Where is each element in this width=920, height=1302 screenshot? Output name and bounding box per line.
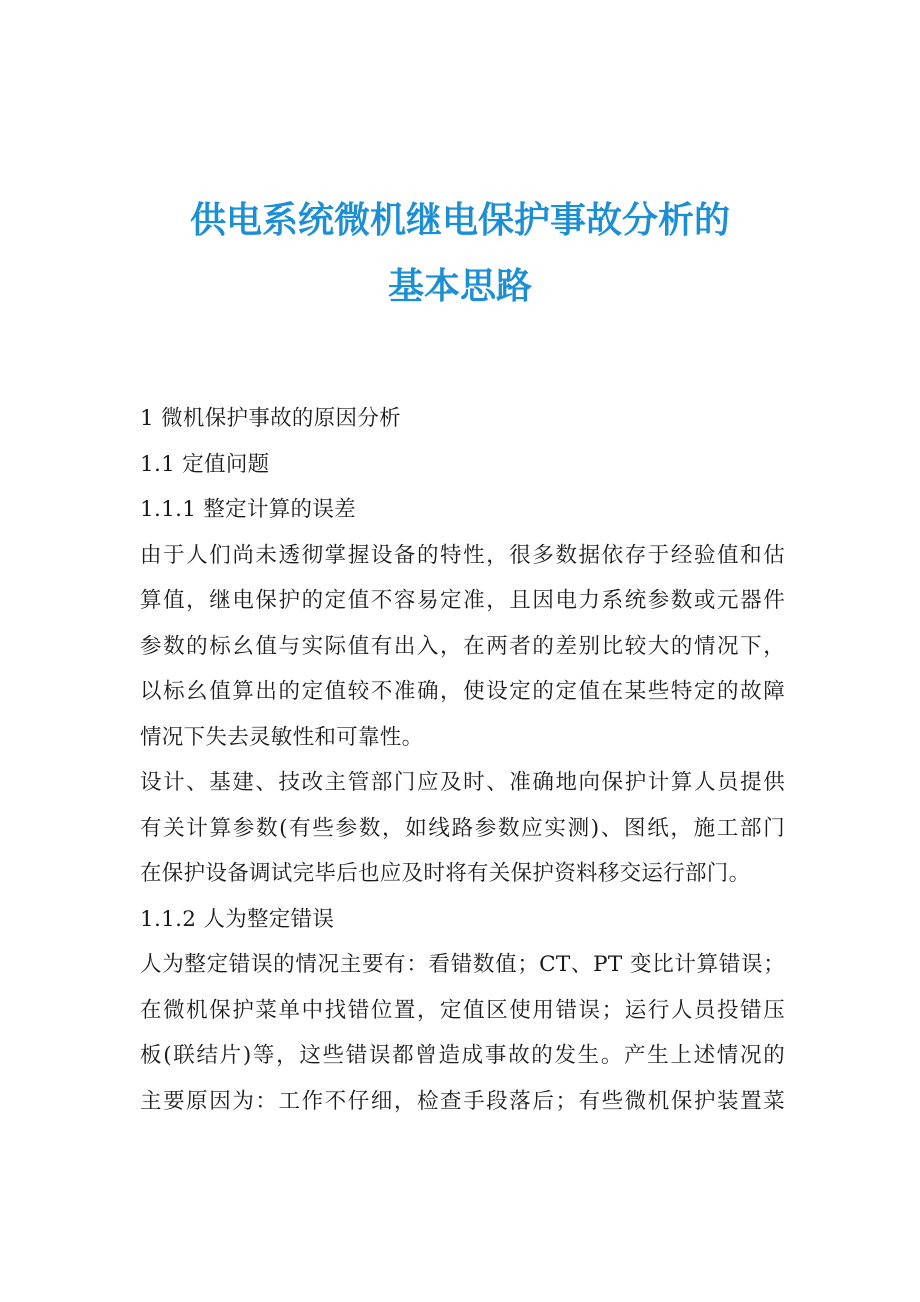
- title-line-1: 供电系统微机继电保护事故分析的: [189, 200, 730, 241]
- section-heading-1-1-2: 1.1.2 人为整定错误: [140, 906, 335, 932]
- section-heading-1-1-1: 1.1.1 整定计算的误差: [140, 497, 356, 522]
- paragraph-line: 在微机保护菜单中找错位置，定值区使用错误；运行人员投错压: [140, 997, 785, 1023]
- paragraph-line: 参数的标幺值与实际值有出入，在两者的差别比较大的情况下，: [140, 633, 785, 659]
- paragraph-line: 由于人们尚未透彻掌握设备的特性，很多数据依存于经验值和估: [140, 542, 785, 568]
- document-title: [100, 188, 820, 320]
- paragraph-line: 人为整定错误的情况主要有：看错数值；CT、PT 变比计算错误；: [140, 952, 785, 977]
- paragraph-line: 有关计算参数(有些参数，如线路参数应实测)、图纸，施工部门: [140, 815, 785, 841]
- paragraph-line-end: 在保护设备调试完毕后也应及时将有关保护资料移交运行部门。: [140, 861, 751, 886]
- title-line-2: 基本思路: [387, 266, 532, 307]
- section-heading-1: 1 微机保护事故的原因分析: [140, 406, 401, 431]
- paragraph-line: 以标幺值算出的定值较不准确，使设定的定值在某些特定的故障: [140, 679, 785, 704]
- paragraph-line-end: 情况下失去灵敏性和可靠性。: [140, 724, 424, 750]
- paragraph-line: 设计、基建、技改主管部门应及时、准确地向保护计算人员提供: [140, 770, 785, 795]
- section-heading-1-1: 1.1 定值问题: [140, 451, 270, 477]
- paragraph-line: 算值，继电保护的定值不容易定准，且因电力系统参数或元器件: [140, 588, 785, 613]
- document-body: [140, 396, 785, 1124]
- paragraph-line: 主要原因为：工作不仔细，检查手段落后；有些微机保护装置菜: [140, 1088, 785, 1114]
- paragraph-line: 板(联结片)等，这些错误都曾造成事故的发生。产生上述情况的: [140, 1043, 785, 1068]
